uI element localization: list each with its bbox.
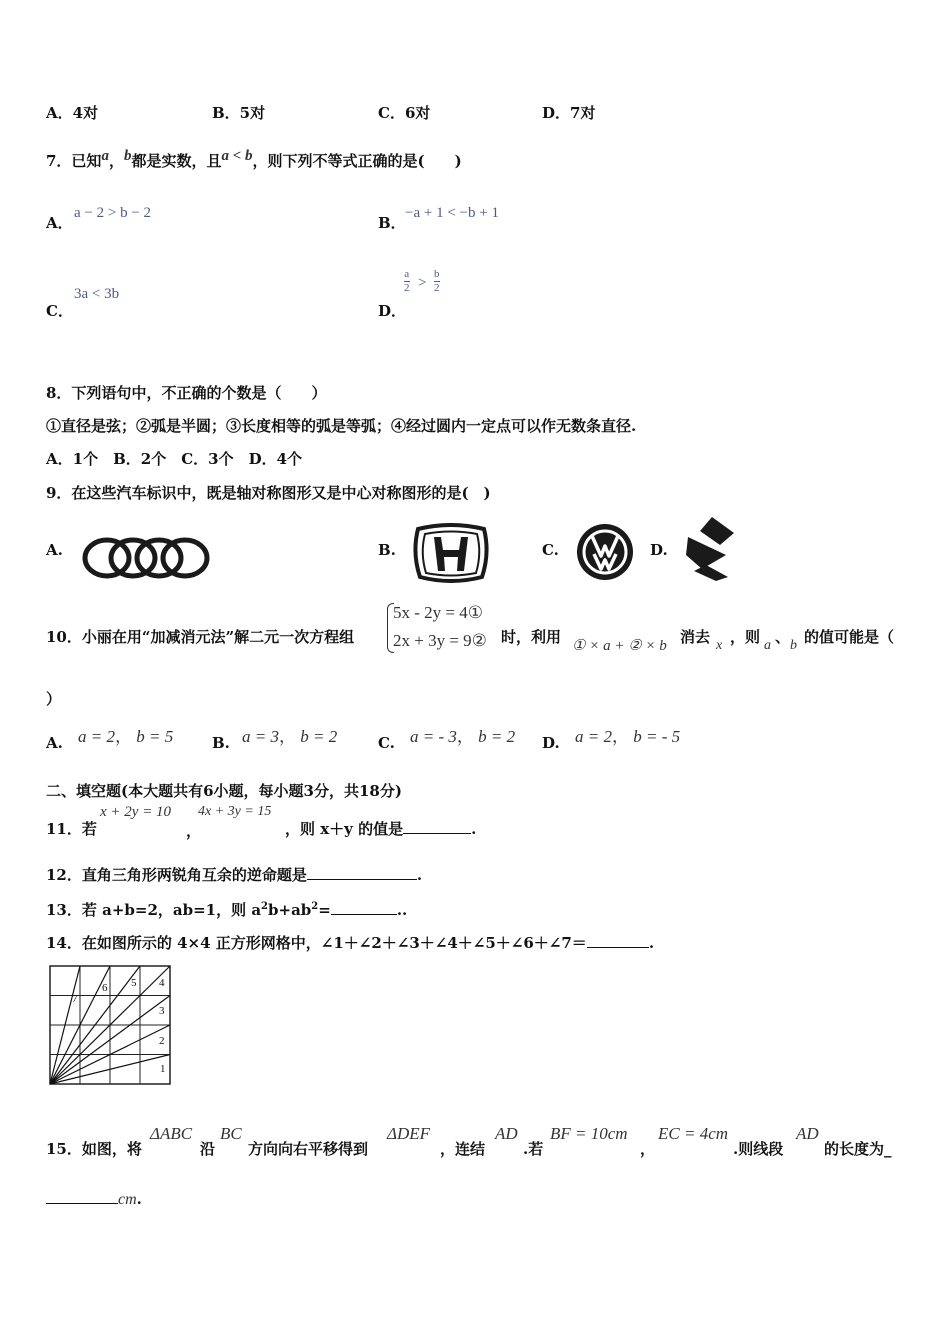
q15-dir: 方向向右平移得到 — [248, 1140, 369, 1158]
q15-prefix: 15．如图，将 — [46, 1140, 142, 1158]
q11-eq2: 4x + 3y = 15 — [198, 804, 272, 819]
q15-answer-line — [46, 1188, 142, 1209]
angle-label-4: 4 — [159, 977, 165, 989]
q15-along: 沿 — [200, 1140, 216, 1158]
q11-suffix: ，则 x＋y 的值是 — [285, 820, 404, 838]
q10-dun: 、 — [775, 628, 791, 646]
q15-ask: 的长度为_ — [824, 1140, 892, 1158]
q15-if: .若 — [523, 1140, 544, 1158]
q7-prefix: 7．已知 — [46, 152, 102, 170]
section-2-title: 二、填空题(本大题共有6小题，每小题3分，共18分) — [46, 782, 402, 800]
q11-prefix: 11．若 — [46, 820, 97, 838]
q6-option-a: A．4对 — [46, 104, 99, 122]
q10-b-v1: a = 3 — [242, 727, 279, 746]
q10-c-v1: a = - 3 — [410, 727, 457, 746]
q9-option-c-label: C. — [542, 541, 559, 559]
q10-option-c-label: C. — [378, 734, 395, 752]
q7-sep: ， — [108, 152, 124, 170]
angle-label-5: 5 — [131, 977, 137, 989]
q6-option-d: D．7对 — [542, 104, 596, 122]
q13-line — [46, 899, 407, 920]
q9-option-b-label: B. — [378, 541, 396, 559]
q7-option-d-label: D． — [378, 302, 407, 320]
volkswagen-logo-icon — [574, 522, 636, 582]
q10-d-v2: b = - 5 — [633, 727, 681, 746]
q7-condition: a < b — [221, 148, 253, 164]
q15-ec: EC = 4cm — [658, 1124, 729, 1143]
q12-text: 12．直角三角形两锐角互余的逆命题是 — [46, 866, 307, 884]
q7-option-d-frac-a — [404, 268, 410, 295]
q7-d-den-a: 2 — [404, 282, 410, 294]
q11-answer-blank[interactable] — [403, 818, 471, 834]
q12-end: . — [416, 866, 423, 884]
q15-then: .则线段 — [733, 1140, 784, 1158]
angle-label-7: 7 — [72, 993, 78, 1005]
q10-var-x: x — [716, 638, 723, 653]
q15-seg-bc: BC — [220, 1124, 242, 1143]
q7-option-a-expr: a − 2 > b − 2 — [74, 205, 152, 221]
grid-figure — [44, 962, 176, 1088]
q10-option-a — [78, 722, 173, 747]
q13-eq: = — [318, 901, 331, 919]
q10-d-comma: ， — [611, 727, 629, 746]
q15-seg-ad: AD — [495, 1124, 518, 1143]
q13-sup2: 2 — [311, 901, 319, 912]
q10-option-d-label: D. — [542, 734, 560, 752]
q10-option-b — [242, 722, 337, 747]
audi-logo-icon — [80, 535, 212, 581]
q10-elim: 消去 — [680, 628, 711, 646]
q15-end: . — [136, 1190, 142, 1208]
q10-a-v1: a = 2 — [78, 727, 115, 746]
q10-expr: ① × a + ② × b — [572, 638, 667, 654]
q7-stem — [46, 150, 462, 171]
q15-tri1: ΔABC — [150, 1124, 193, 1143]
q15-bf: BF = 10cm — [550, 1124, 628, 1143]
q7-mid: 都是实数，且 — [131, 152, 222, 170]
suzuki-logo-icon — [682, 515, 736, 583]
q7-var-b: b — [123, 148, 132, 164]
angle-label-6: 6 — [102, 982, 108, 994]
q14-text: 14．在如图所示的 4×4 正方形网格中，∠1＋∠2＋∠3＋∠4＋∠5＋∠6＋∠7＝ — [46, 934, 587, 952]
q6-option-c: C．6对 — [378, 104, 431, 122]
q10-c-comma: ， — [456, 727, 474, 746]
honda-logo-icon — [412, 523, 490, 583]
q12-line — [46, 864, 422, 885]
q7-option-b-label: B． — [378, 214, 406, 232]
q7-option-d-rel: > — [418, 275, 427, 291]
q10-d-v1: a = 2 — [575, 727, 612, 746]
q6-option-b: B．5对 — [212, 104, 266, 122]
q10-a-comma: ， — [114, 727, 132, 746]
q15-seg-ad2: AD — [796, 1124, 819, 1143]
q7-suffix: ，则下列不等式正确的是( ) — [252, 152, 462, 170]
q7-d-num-b: b — [434, 268, 440, 280]
q10-a-v2: b = 5 — [136, 727, 174, 746]
angle-label-3: 3 — [159, 1005, 165, 1017]
q7-var-a: a — [101, 148, 109, 164]
angle-label-2: 2 — [159, 1035, 165, 1047]
q8-stem: 8．下列语句中，不正确的个数是（ ） — [46, 384, 327, 402]
q10-b-comma: ， — [278, 727, 296, 746]
q14-line — [46, 932, 654, 953]
q10-eq2: 2x + 3y = 9② — [393, 631, 487, 650]
q10-option-c — [410, 722, 515, 747]
q13-prefix: 13．若 a+b=2，ab=1，则 a — [46, 901, 262, 919]
q7-option-a-label: A． — [46, 214, 73, 232]
q15-unit: cm — [118, 1191, 137, 1208]
q12-answer-blank[interactable] — [307, 864, 417, 880]
q8-statements: ①直径是弦；②弧是半圆；③长度相等的弧是等弧；④经过圆内一定点可以作无数条直径. — [46, 417, 637, 435]
q13-end: .. — [396, 901, 408, 919]
q11-comma: ， — [186, 822, 202, 840]
q10-option-b-label: B. — [212, 734, 230, 752]
q10-var-b: b — [790, 638, 797, 653]
angle-label-1: 1 — [160, 1063, 166, 1075]
q10-c-v2: b = 2 — [478, 727, 516, 746]
q13-mid: b+ab — [268, 901, 312, 919]
q10-eq1: 5x - 2y = 4① — [393, 603, 483, 622]
q11-end: . — [471, 820, 477, 838]
q15-answer-blank[interactable] — [46, 1188, 118, 1204]
q10-var-a: a — [764, 638, 771, 653]
q9-option-a-label: A. — [46, 541, 63, 559]
q7-option-c-label: C． — [46, 302, 73, 320]
q15-connect: ，连结 — [440, 1140, 486, 1158]
q11-answer — [285, 818, 476, 839]
q14-end: . — [648, 934, 655, 952]
q14-answer-blank[interactable] — [587, 932, 649, 948]
q7-option-b-expr: −a + 1 < −b + 1 — [405, 205, 499, 221]
q10-prefix: 10．小丽在用“加减消元法”解二元一次方程组 — [46, 628, 355, 646]
q15-comma: ， — [640, 1140, 656, 1158]
q7-option-c-expr: 3a < 3b — [74, 286, 120, 302]
q9-stem: 9．在这些汽车标识中，既是轴对称图形又是中心对称图形的是( ) — [46, 484, 491, 502]
q10-option-d — [575, 722, 680, 747]
q7-d-num-a: a — [404, 268, 410, 280]
q10-then: ，则 — [730, 628, 761, 646]
q10-option-a-label: A. — [46, 734, 63, 752]
q15-tri2: ΔDEF — [387, 1124, 431, 1143]
q9-option-d-label: D. — [650, 541, 668, 559]
q8-options: A．1个 B．2个 C．3个 D．4个 — [46, 450, 303, 468]
q10-suffix: 的值可能是（ — [804, 628, 895, 646]
q13-answer-blank[interactable] — [331, 899, 397, 915]
q10-mid: 时，利用 — [501, 628, 562, 646]
q7-d-den-b: 2 — [434, 282, 440, 294]
q13-sup1: 2 — [261, 901, 269, 912]
q11-eq1: x + 2y = 10 — [100, 804, 172, 820]
q10-b-v2: b = 2 — [300, 727, 338, 746]
q10-close: ） — [46, 690, 62, 708]
q7-option-d-frac-b — [434, 268, 440, 295]
